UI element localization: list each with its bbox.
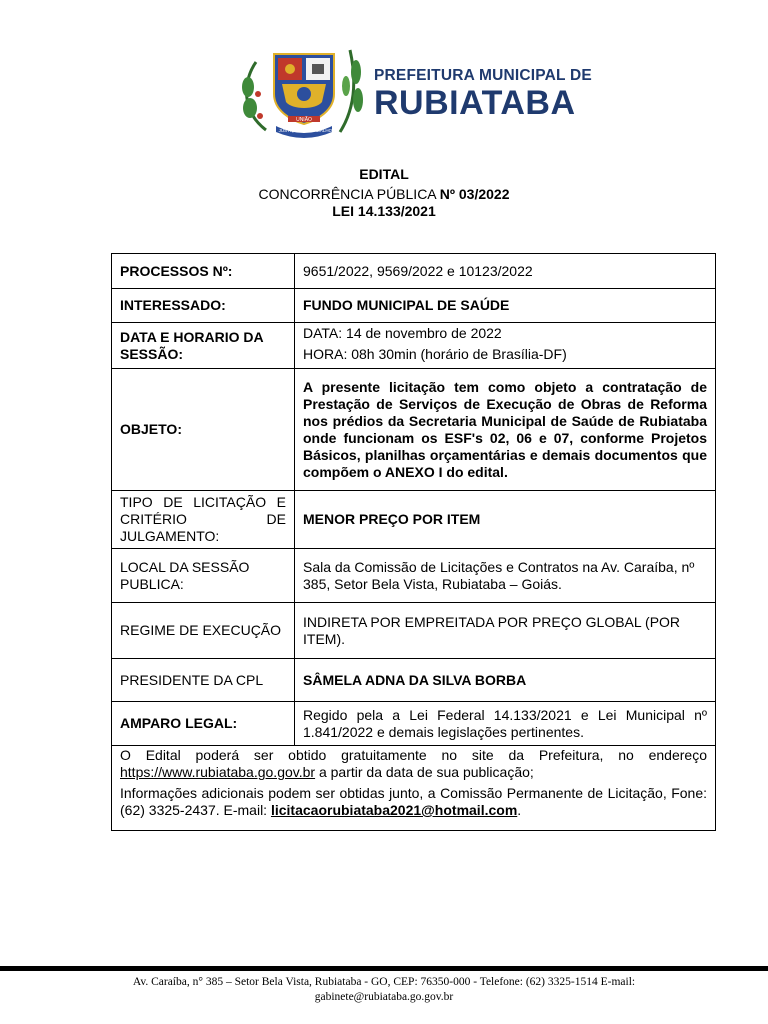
label-tipo: TIPO DE LICITAÇÃO E CRITÉRIO DE JULGAMENTO:	[112, 491, 295, 549]
doc-subtitle-prefix: CONCORRÊNCIA PÚBLICA	[258, 186, 440, 202]
brand-subtitle: PREFEITURA MUNICIPAL DE	[374, 67, 592, 84]
note-contact-text: Informações adicionais podem ser obtidas junto, a Comissão Permanente de Licitação, Fone: (62) 3325-2437. E-mail:	[120, 785, 707, 818]
value-processos: 9651/2022, 9569/2022 e 10123/2022	[295, 254, 716, 289]
brand-text	[374, 67, 592, 121]
municipal-seal-icon	[238, 42, 368, 138]
note-edital-text: O Edital poderá ser obtido gratuitamente no site da Prefeitura, no endereço	[120, 747, 707, 763]
label-amparo: AMPARO LEGAL:	[112, 702, 295, 746]
note-edital-suffix: a partir da data de sua publicação;	[315, 764, 534, 780]
row-objeto	[112, 369, 716, 491]
value-objeto: A presente licitação tem como objeto a contratação de Prestação de Serviços de Execução de Obras de Reforma nos prédios da Secretaria Municipal de Saúde de Rubiataba onde funcionam os ESF's 02, 06 e 07, conforme Projetos Básicos, planilhas orçamentárias e demais documentos que compõem o ANEXO I do edital.	[295, 369, 716, 491]
label-regime: REGIME DE EXECUÇÃO	[112, 603, 295, 659]
value-local: Sala da Comissão de Licitações e Contratos na Av. Caraíba, nº 385, Setor Bela Vista, Rubiataba – Goiás.	[295, 549, 716, 603]
doc-number: Nº 03/2022	[439, 186, 510, 202]
session-time: HORA: 08h 30min (horário de Brasília-DF)	[303, 346, 567, 362]
row-amparo	[112, 702, 716, 746]
label-interessado: INTERESSADO:	[112, 289, 295, 323]
row-interessado	[112, 289, 716, 323]
value-interessado: FUNDO MUNICIPAL DE SAÚDE	[295, 289, 716, 323]
note-edital	[120, 747, 707, 781]
doc-subtitle	[0, 186, 768, 202]
cpl-email-link[interactable]: licitacaorubiataba2021@hotmail.com	[270, 802, 518, 818]
footer-divider	[0, 966, 768, 971]
doc-title: EDITAL	[359, 166, 409, 182]
seal-ribbon-right: TRABALHO	[307, 128, 333, 133]
note-contact	[120, 785, 707, 819]
value-amparo: Regido pela a Lei Federal 14.133/2021 e Lei Municipal nº 1.841/2022 e demais legislações pertinentes.	[295, 702, 716, 746]
prefeitura-website-link[interactable]: https://www.rubiataba.go.gov.br	[120, 764, 316, 780]
footer-address	[0, 975, 768, 1005]
row-regime	[112, 603, 716, 659]
row-processos	[112, 254, 716, 289]
label-processos: PROCESSOS Nº:	[112, 254, 295, 289]
label-data-sessao: DATA E HORARIO DA SESSÃO:	[112, 323, 295, 369]
footer-line-1: Av. Caraíba, n° 385 – Setor Bela Vista, Rubiataba - GO, CEP: 76350-000 - Telefone: (62) 3325-1514 E-mail:	[132, 976, 636, 988]
edital-info-table	[111, 253, 716, 831]
row-local	[112, 549, 716, 603]
seal-ribbon-left: JUSTIÇA	[278, 128, 298, 133]
note-contact-suffix: .	[517, 802, 522, 818]
row-data-sessao	[112, 323, 716, 369]
value-tipo: MENOR PREÇO POR ITEM	[295, 491, 716, 549]
label-presidente: PRESIDENTE DA CPL	[112, 659, 295, 702]
header-logo	[238, 42, 592, 138]
seal-ribbon-top: UNIÃO	[296, 117, 312, 123]
session-date: DATA: 14 de novembro de 2022	[303, 325, 502, 341]
brand-name: RUBIATABA	[374, 84, 576, 122]
notes-cell	[112, 746, 716, 831]
value-presidente: SÂMELA ADNA DA SILVA BORBA	[295, 659, 716, 702]
doc-law: LEI 14.133/2021	[332, 203, 436, 219]
row-notes	[112, 746, 716, 831]
row-presidente	[112, 659, 716, 702]
value-regime: INDIRETA POR EMPREITADA POR PREÇO GLOBAL (POR ITEM).	[295, 603, 716, 659]
label-objeto: OBJETO:	[112, 369, 295, 491]
value-data-sessao	[295, 323, 716, 369]
row-tipo	[112, 491, 716, 549]
label-local: LOCAL DA SESSÃO PUBLICA:	[112, 549, 295, 603]
footer-line-2: gabinete@rubiataba.go.gov.br	[314, 991, 454, 1003]
